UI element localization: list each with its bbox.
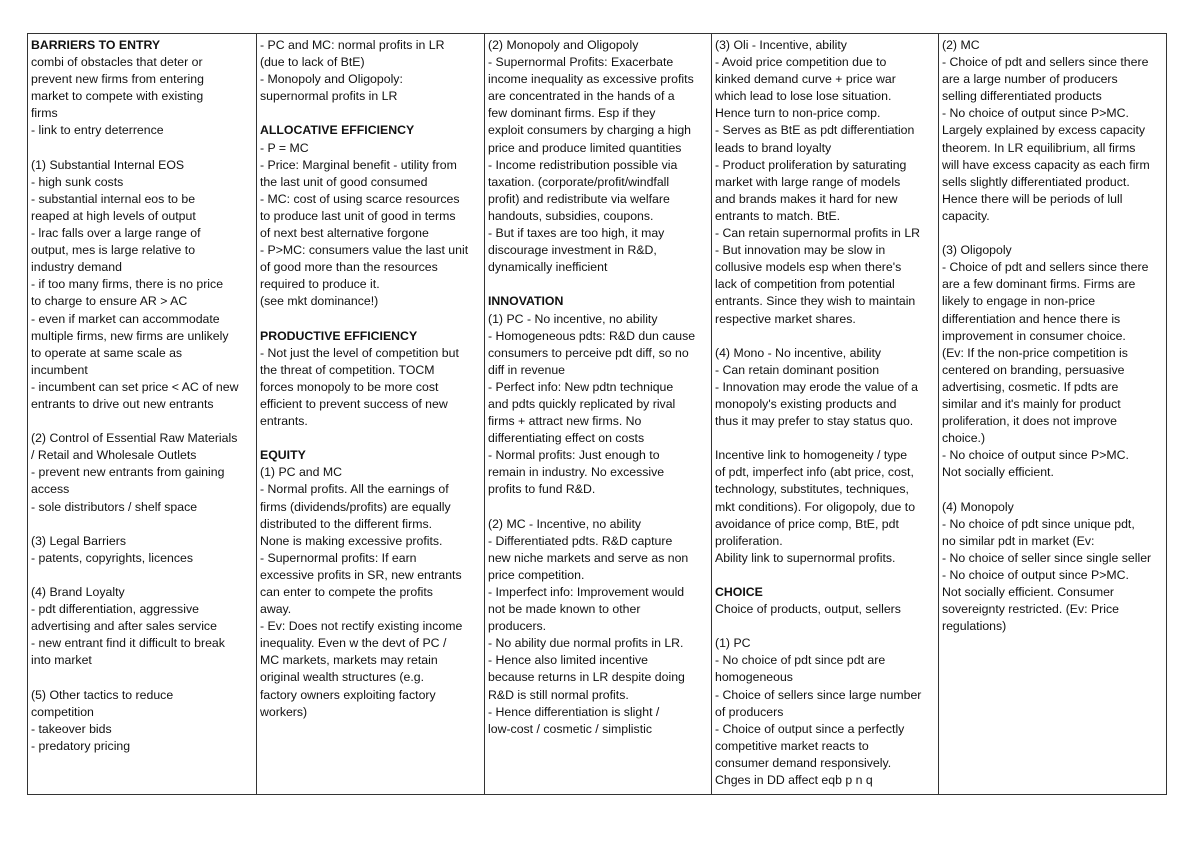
text-line: - But if taxes are too high, it may	[488, 226, 665, 241]
text-line: respective market shares.	[715, 311, 856, 326]
text-line: monopoly's existing products and	[715, 396, 897, 411]
text-line: - Choice of pdt and sellers since there	[942, 55, 1149, 70]
text-line: combi of obstacles that deter or	[31, 55, 203, 70]
text-line: are a few dominant firms. Firms are	[942, 277, 1136, 292]
text-line: None is making excessive profits.	[260, 533, 443, 548]
text-line: - new entrant find it difficult to break	[31, 636, 225, 651]
text-line: regulations)	[942, 619, 1007, 634]
section-heading: CHOICE	[715, 585, 763, 599]
text-line: MC markets, markets may retain	[260, 653, 438, 668]
text-line: Hence there will be periods of lull	[942, 191, 1123, 206]
text-line: - Normal profits: Just enough to	[488, 448, 660, 463]
text-line: (1) PC and MC	[260, 465, 343, 480]
text-line: supernormal profits in LR	[260, 89, 398, 104]
spacer-line	[715, 618, 935, 635]
text-line: - P = MC	[260, 140, 309, 155]
text-line: output, mes is large relative to	[31, 243, 196, 258]
text-line: kinked demand curve + price war	[715, 72, 896, 87]
text-line: producers.	[488, 619, 547, 634]
spacer-line	[942, 481, 1163, 498]
text-line: firms (dividends/profits) are equally	[260, 499, 451, 514]
text-line: - MC: cost of using scarce resources	[260, 191, 460, 206]
text-line: of next best alternative forgone	[260, 226, 429, 241]
text-line: - P>MC: consumers value the last unit	[260, 243, 469, 258]
text-line: - Hence also limited incentive	[488, 653, 648, 668]
spacer-line	[31, 516, 253, 533]
text-line: excessive profits in SR, new entrants	[260, 567, 462, 582]
text-line: - if too many firms, there is no price	[31, 277, 224, 292]
text-line: entrants to drive out new entrants	[31, 396, 214, 411]
text-line: - No choice of output since P>MC.	[942, 448, 1129, 463]
text-line: - No ability due normal profits in LR.	[488, 636, 684, 651]
text-line: - Can retain dominant position	[715, 362, 880, 377]
text-line: workers)	[260, 704, 308, 719]
text-line: to produce last unit of good in terms	[260, 208, 456, 223]
text-line: discourage investment in R&D,	[488, 243, 657, 258]
text-line: (3) Oli - Incentive, ability	[715, 38, 847, 52]
text-line: choice.)	[942, 431, 986, 446]
section-heading: INNOVATION	[488, 294, 564, 309]
text-line: firms + attract new firms. No	[488, 414, 642, 429]
text-line: price and produce limited quantities	[488, 140, 682, 155]
text-line: incumbent	[31, 362, 88, 377]
text-line: are concentrated in the hands of a	[488, 89, 675, 104]
text-line: prevent new firms from entering	[31, 72, 204, 87]
text-line: - Choice of output since a perfectly	[715, 721, 905, 736]
spacer-line	[260, 430, 481, 447]
text-line: - Can retain supernormal profits in LR	[715, 226, 921, 241]
text-line: proliferation.	[715, 533, 783, 548]
text-line: - No choice of pdt since pdt are	[715, 653, 886, 668]
text-line: (2) MC	[942, 38, 980, 52]
text-line: (5) Other tactics to reduce	[31, 687, 174, 702]
text-line: - No choice of pdt since unique pdt,	[942, 516, 1135, 531]
text-line: low-cost / cosmetic / simplistic	[488, 721, 652, 736]
text-line: taxation. (corporate/profit/windfall	[488, 174, 670, 189]
text-line: competition	[31, 704, 94, 719]
text-line: theorem. In LR equilibrium, all firms	[942, 140, 1136, 155]
text-line: diff in revenue	[488, 362, 566, 377]
text-line: reaped at high levels of output	[31, 208, 196, 223]
text-line: - Serves as BtE as pdt differentiation	[715, 123, 915, 138]
text-line: - predatory pricing	[31, 738, 131, 753]
text-line: - substantial internal eos to be	[31, 191, 196, 206]
text-line: (2) Control of Essential Raw Materials	[31, 431, 238, 446]
text-line: - Avoid price competition due to	[715, 55, 887, 70]
text-line: - Hence differentiation is slight /	[488, 704, 660, 719]
spacer-line	[260, 105, 481, 122]
text-line: - Choice of sellers since large number	[715, 687, 922, 702]
text-line: (due to lack of BtE)	[260, 55, 365, 70]
text-line: because returns in LR despite doing	[488, 670, 685, 685]
text-line: no similar pdt in market (Ev:	[942, 533, 1095, 548]
text-line: income inequality as excessive profits	[488, 72, 694, 87]
text-line: - Differentiated pdts. R&D capture	[488, 533, 673, 548]
text-line: Incentive link to homogeneity / type	[715, 448, 908, 463]
text-line: market with large range of models	[715, 174, 901, 189]
text-line: avoidance of price comp, BtE, pdt	[715, 516, 899, 531]
text-line: - Supernormal Profits: Exacerbate	[488, 55, 674, 70]
text-line: exploit consumers by charging a high	[488, 123, 692, 138]
text-line: - Normal profits. All the earnings of	[260, 482, 449, 497]
text-line: new niche markets and serve as non	[488, 550, 689, 565]
text-line: capacity.	[942, 208, 990, 223]
text-line: Choice of products, output, sellers	[715, 602, 901, 617]
text-line: entrants.	[260, 414, 308, 429]
spacer-line	[31, 567, 253, 584]
text-line: - Product proliferation by saturating	[715, 157, 907, 172]
text-line: industry demand	[31, 260, 122, 275]
text-line: multiple firms, new firms are unlikely	[31, 328, 229, 343]
text-line: - Ev: Does not rectify existing income	[260, 619, 463, 634]
text-line: to charge to ensure AR > AC	[31, 294, 188, 309]
text-line: - No choice of output since P>MC.	[942, 567, 1129, 582]
spacer-line	[260, 311, 481, 328]
text-line: (4) Brand Loyalty	[31, 585, 125, 599]
text-line: improvement in consumer choice.	[942, 328, 1126, 343]
text-line: advertising and after sales service	[31, 619, 217, 634]
column-choice	[939, 34, 1167, 795]
text-line: Hence turn to non-price comp.	[715, 106, 881, 121]
text-line: - sole distributors / shelf space	[31, 499, 198, 514]
text-line: and pdts quickly replicated by rival	[488, 396, 676, 411]
text-line: forces monopoly to be more cost	[260, 379, 439, 394]
text-line: remain in industry. No excessive	[488, 465, 665, 480]
spacer-line	[715, 430, 935, 447]
text-line: proliferation, it does not improve	[942, 414, 1117, 429]
text-line: differentiating effect on costs	[488, 431, 645, 446]
text-line: - Imperfect info: Improvement would	[488, 585, 685, 599]
text-line: entrants. Since they wish to maintain	[715, 294, 916, 309]
text-line: Not socially efficient. Consumer	[942, 585, 1115, 599]
text-line: distributed to the different firms.	[260, 516, 433, 531]
spacer-line	[31, 669, 253, 686]
text-line: - No choice of output since P>MC.	[942, 106, 1129, 121]
text-line: efficient to prevent success of new	[260, 396, 448, 411]
text-line: - high sunk costs	[31, 174, 124, 189]
text-line: (3) Legal Barriers	[31, 533, 126, 548]
text-line: Ability link to supernormal profits.	[715, 550, 896, 565]
text-line: and brands makes it hard for new	[715, 191, 898, 206]
text-line: profit) and redistribute via welfare	[488, 191, 670, 206]
text-line: Largely explained by excess capacity	[942, 123, 1146, 138]
text-line: differentiation and hence there is	[942, 311, 1121, 326]
text-line: - lrac falls over a large range of	[31, 226, 201, 241]
spacer-line	[488, 276, 708, 293]
text-line: firms	[31, 106, 58, 121]
text-line: - Monopoly and Oligopoly:	[260, 72, 403, 87]
spacer-line	[31, 140, 253, 157]
text-line: - link to entry deterrence	[31, 123, 164, 138]
text-line: - Choice of pdt and sellers since there	[942, 260, 1149, 275]
text-line: of producers	[715, 704, 784, 719]
text-line: advertising, cosmetic. If pdts are	[942, 379, 1119, 394]
text-line: mkt conditions). For oligopoly, due to	[715, 499, 916, 514]
text-line: - Price: Marginal benefit - utility from	[260, 157, 457, 172]
text-line: are a large number of producers	[942, 72, 1118, 87]
text-line: away.	[260, 602, 292, 617]
text-line: - Innovation may erode the value of a	[715, 379, 919, 394]
section-heading: ALLOCATIVE EFFICIENCY	[260, 123, 415, 138]
text-line: (1) Substantial Internal EOS	[31, 157, 185, 172]
text-line: (2) Monopoly and Oligopoly	[488, 38, 639, 52]
text-line: lack of competition from potential	[715, 277, 895, 292]
text-line: sells slightly differentiated product.	[942, 174, 1130, 189]
spacer-line	[31, 413, 253, 430]
notes-table	[27, 33, 1167, 795]
text-line: the last unit of good consumed	[260, 174, 428, 189]
text-line: profits to fund R&D.	[488, 482, 596, 497]
text-line: few dominant firms. Esp if they	[488, 106, 656, 121]
text-line: market to compete with existing	[31, 89, 204, 104]
text-line: thus it may prefer to stay status quo.	[715, 414, 914, 429]
text-line: (1) PC - No incentive, no ability	[488, 311, 658, 326]
text-line: / Retail and Wholesale Outlets	[31, 448, 197, 463]
spacer-line	[942, 225, 1163, 242]
text-line: technology, substitutes, techniques,	[715, 482, 909, 497]
section-heading: PRODUCTIVE EFFICIENCY	[260, 328, 418, 343]
text-line: can enter to compete the profits	[260, 585, 433, 599]
text-line: - Supernormal profits: If earn	[260, 550, 417, 565]
section-heading: EQUITY	[260, 448, 306, 463]
text-line: original wealth structures (e.g.	[260, 670, 425, 685]
section-heading: BARRIERS TO ENTRY	[31, 38, 161, 52]
text-line: centered on branding, persuasive	[942, 362, 1125, 377]
text-line: Chges in DD affect eqb p n q	[715, 773, 873, 788]
text-line: into market	[31, 653, 92, 668]
text-line: consumer demand responsively.	[715, 755, 892, 770]
text-line: - But innovation may be slow in	[715, 243, 886, 258]
text-line: - incumbent can set price < AC of new	[31, 379, 239, 394]
text-line: - pdt differentiation, aggressive	[31, 602, 199, 617]
text-line: - patents, copyrights, licences	[31, 550, 193, 565]
spacer-line	[488, 499, 708, 516]
text-line: - Not just the level of competition but	[260, 345, 459, 360]
text-line: (4) Monopoly	[942, 499, 1014, 514]
text-line: - prevent new entrants from gaining	[31, 465, 225, 480]
text-line: of pdt, imperfect info (abt price, cost,	[715, 465, 914, 480]
column-innovation-choice	[712, 34, 939, 795]
text-line: - PC and MC: normal profits in LR	[260, 38, 445, 52]
text-line: (2) MC - Incentive, no ability	[488, 516, 642, 531]
text-line: to operate at same scale as	[31, 345, 183, 360]
text-line: selling differentiated products	[942, 89, 1102, 104]
text-line: factory owners exploiting factory	[260, 687, 436, 702]
column-barriers-to-entry	[28, 34, 257, 795]
text-line: (4) Mono - No incentive, ability	[715, 345, 882, 360]
text-line: of good more than the resources	[260, 260, 438, 275]
text-line: inequality. Even w the devt of PC /	[260, 636, 447, 651]
text-line: access	[31, 482, 70, 497]
text-line: collusive models esp when there's	[715, 260, 902, 275]
text-line: R&D is still normal profits.	[488, 687, 629, 702]
text-line: consumers to perceive pdt diff, so no	[488, 345, 689, 360]
text-line: price competition.	[488, 567, 585, 582]
text-line: entrants to match. BtE.	[715, 208, 841, 223]
text-line: handouts, subsidies, coupons.	[488, 208, 654, 223]
text-line: similar and it's mainly for product	[942, 396, 1121, 411]
text-line: dynamically inefficient	[488, 260, 608, 275]
text-line: will have excess capacity as each firm	[942, 157, 1150, 172]
text-line: - Income redistribution possible via	[488, 157, 678, 172]
text-line: not be made known to other	[488, 602, 641, 617]
spacer-line	[715, 328, 935, 345]
text-line: homogeneous	[715, 670, 793, 685]
text-line: competitive market reacts to	[715, 738, 869, 753]
column-equity-innovation	[485, 34, 712, 795]
text-line: (Ev: If the non-price competition is	[942, 345, 1128, 360]
text-line: - even if market can accommodate	[31, 311, 220, 326]
notes-row	[28, 34, 1167, 795]
text-line: - takeover bids	[31, 721, 112, 736]
text-line: leads to brand loyalty	[715, 140, 832, 155]
text-line: - Perfect info: New pdtn technique	[488, 379, 674, 394]
text-line: the threat of competition. TOCM	[260, 362, 435, 377]
text-line: Not socially efficient.	[942, 465, 1054, 480]
text-line: - Homogeneous pdts: R&D dun cause	[488, 328, 696, 343]
text-line: required to produce it.	[260, 277, 380, 292]
text-line: which lead to lose lose situation.	[715, 89, 892, 104]
text-line: (3) Oligopoly	[942, 243, 1012, 258]
text-line: (see mkt dominance!)	[260, 294, 379, 309]
text-line: - No choice of seller since single seller	[942, 550, 1152, 565]
text-line: (1) PC	[715, 636, 751, 651]
text-line: sovereignty restricted. (Ev: Price	[942, 602, 1119, 617]
text-line: likely to engage in non-price	[942, 294, 1096, 309]
column-efficiency	[257, 34, 485, 795]
spacer-line	[715, 567, 935, 584]
